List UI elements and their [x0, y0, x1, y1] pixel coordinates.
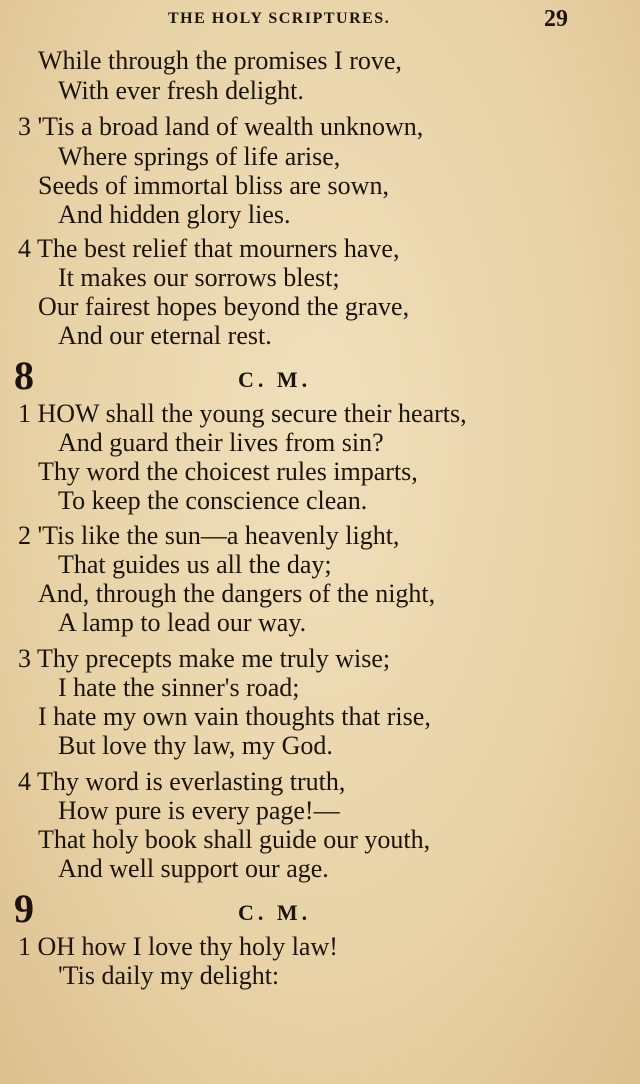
- verse-line: I hate my own vain thoughts that rise,: [38, 702, 431, 731]
- verse-line: A lamp to lead our way.: [58, 608, 307, 637]
- verse-line: 3 'Tis a broad land of wealth unknown,: [18, 112, 424, 141]
- hymn-number: 9: [14, 886, 34, 931]
- page-number: 29: [544, 6, 568, 32]
- verse-line: Where springs of life arise,: [58, 142, 341, 171]
- running-head: [0, 6, 640, 34]
- verse-line: 4 Thy word is everlasting truth,: [18, 767, 346, 796]
- verse-line: To keep the conscience clean.: [58, 486, 368, 515]
- verse-line: 'Tis daily my delight:: [58, 961, 280, 990]
- verse-line: 4 The best relief that mourners have,: [18, 234, 400, 263]
- verse-line: With ever fresh delight.: [58, 76, 304, 105]
- running-title: THE HOLY SCRIPTURES.: [168, 10, 391, 27]
- verse-line: And our eternal rest.: [58, 321, 272, 350]
- verse-line: While through the promises I rove,: [38, 46, 402, 75]
- verse-line: Thy word the choicest rules imparts,: [38, 457, 418, 486]
- verse-line: And, through the dangers of the night,: [38, 579, 436, 608]
- verse-line: How pure is every page!—: [58, 796, 340, 825]
- verse-line: 2 'Tis like the sun—a heavenly light,: [18, 521, 400, 550]
- verse-line: 3 Thy precepts make me truly wise;: [18, 644, 391, 673]
- verse-line: But love thy law, my God.: [58, 731, 333, 760]
- verse-line: And hidden glory lies.: [58, 200, 291, 229]
- meter-label: C. M.: [238, 900, 312, 925]
- meter-label: C. M.: [238, 367, 312, 392]
- verse-line: And guard their lives from sin?: [58, 428, 384, 457]
- hymn-number: 8: [14, 353, 34, 398]
- verse-line: And well support our age.: [58, 854, 329, 883]
- verse-line: 1 OH how I love thy holy law!: [18, 932, 338, 961]
- verse-line: 1 HOW shall the young secure their hearts,: [18, 399, 467, 428]
- verse-line: Our fairest hopes beyond the grave,: [38, 292, 410, 321]
- verse-line: That guides us all the day;: [58, 550, 332, 579]
- verse-line: I hate the sinner's road;: [58, 673, 300, 702]
- verse-line: That holy book shall guide our youth,: [38, 825, 431, 854]
- verse-line: Seeds of immortal bliss are sown,: [38, 171, 389, 200]
- verse-line: It makes our sorrows blest;: [58, 263, 340, 292]
